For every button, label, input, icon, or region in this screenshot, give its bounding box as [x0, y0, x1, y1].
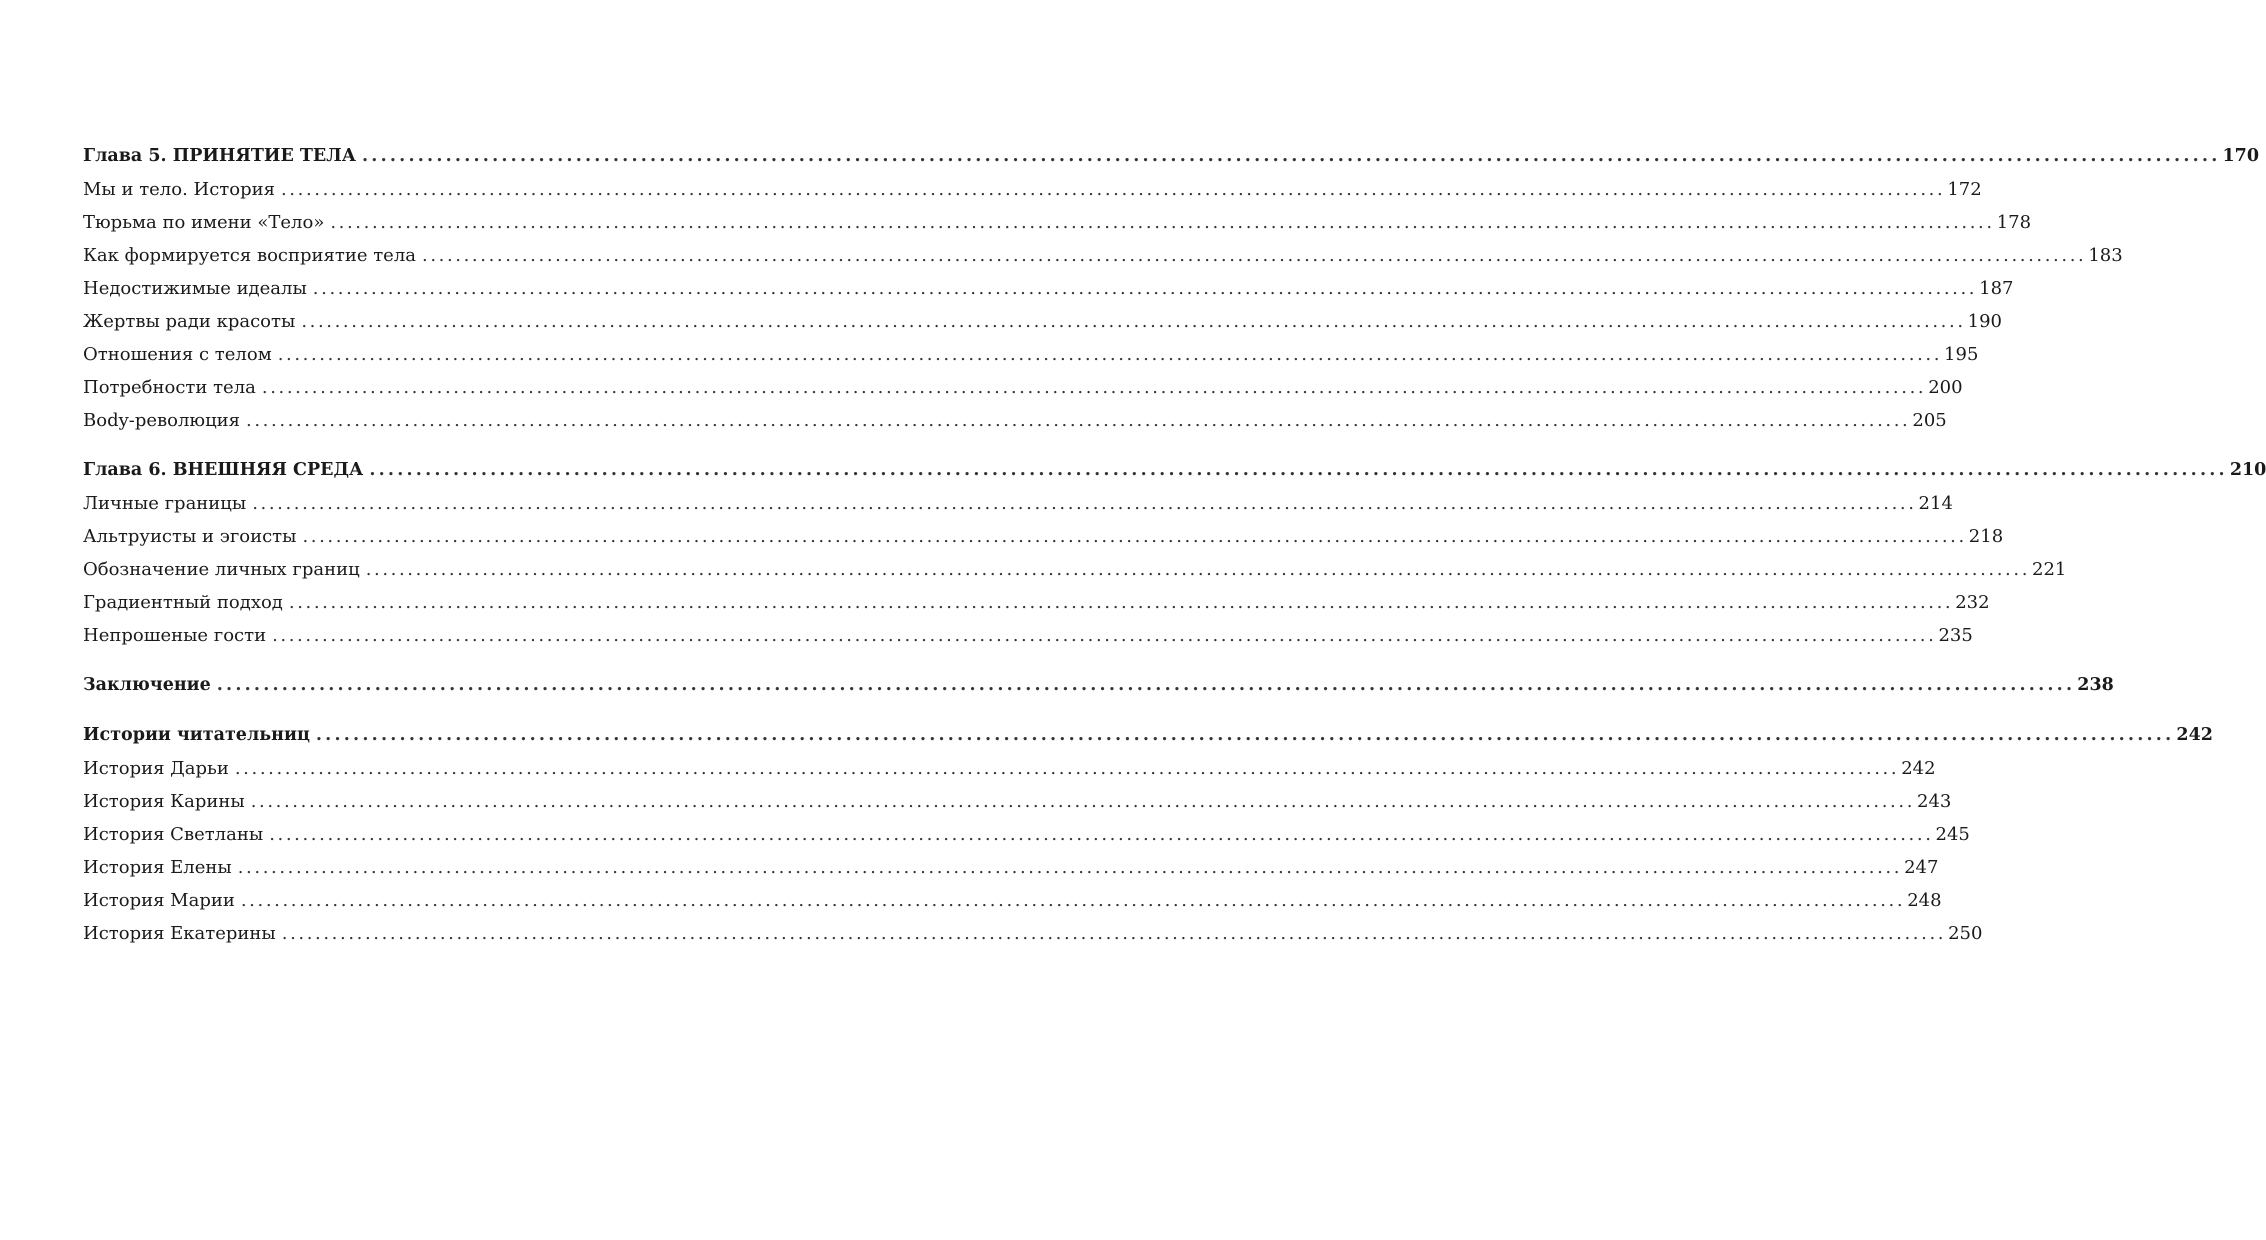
- toc-entry-title: Личные границы: [83, 493, 247, 514]
- toc-entry[interactable]: [83, 487, 1953, 520]
- toc-page-number: 250: [1948, 923, 1983, 944]
- dot-leader: ........................................................................................................................................................................................................: [250, 791, 1916, 812]
- toc-entry[interactable]: [83, 586, 1990, 619]
- toc-section-chapter-5: [83, 140, 2260, 437]
- toc-page-number: 195: [1944, 344, 1979, 365]
- toc-entry[interactable]: [83, 520, 2004, 553]
- dot-leader: ........................................................................................................................................................................................................: [315, 725, 2175, 745]
- toc-entry[interactable]: [83, 917, 1983, 950]
- dot-leader: ........................................................................................................................................................................................................: [246, 410, 1911, 431]
- toc-page-number: 200: [1928, 377, 1963, 398]
- toc-chapter-heading[interactable]: [83, 669, 2114, 702]
- toc-page-number: 187: [1979, 278, 2014, 299]
- dot-leader: ........................................................................................................................................................................................................: [269, 824, 1934, 845]
- toc-entry-title: История Екатерины: [83, 923, 276, 944]
- toc-page-number: 170: [2222, 146, 2260, 166]
- toc-page-number: 205: [1912, 410, 1947, 431]
- toc-page-number: 243: [1917, 791, 1952, 812]
- dot-leader: ........................................................................................................................................................................................................: [216, 675, 2076, 695]
- dot-leader: ........................................................................................................................................................................................................: [234, 758, 1900, 779]
- toc-entry-title: Градиентный подход: [83, 592, 283, 613]
- toc-entry-title: История Карины: [83, 791, 245, 812]
- toc-page-number: 210: [2229, 460, 2266, 480]
- toc-heading-title: Глава 6. ВНЕШНЯЯ СРЕДА: [83, 460, 364, 480]
- dot-leader: ........................................................................................................................................................................................................: [361, 146, 2221, 166]
- toc-entry-title: Альтруисты и эгоисты: [83, 526, 297, 547]
- toc-page-number: 183: [2088, 245, 2123, 266]
- toc-page-number: 245: [1935, 824, 1970, 845]
- toc-page-number: 247: [1904, 857, 1939, 878]
- toc-page-number: 221: [2032, 559, 2067, 580]
- toc-entry[interactable]: [83, 619, 1973, 652]
- toc-entry[interactable]: [83, 239, 2123, 272]
- toc-entry-title: Мы и тело. История: [83, 179, 275, 200]
- toc-chapter-heading[interactable]: [83, 719, 2213, 752]
- dot-leader: ........................................................................................................................................................................................................: [240, 890, 1906, 911]
- toc-entry[interactable]: [83, 553, 2067, 586]
- toc-page-number: 218: [1968, 526, 2004, 547]
- dot-leader: ........................................................................................................................................................................................................: [302, 526, 1967, 547]
- dot-leader: ........................................................................................................................................................................................................: [369, 460, 2228, 480]
- toc-entry-title: Жертвы ради красоты: [83, 311, 296, 332]
- toc-entry-title: История Дарьи: [83, 758, 229, 779]
- toc-entry-title: История Светланы: [83, 824, 264, 845]
- toc-entry[interactable]: [83, 272, 2014, 305]
- toc-page-number: 172: [1947, 179, 1982, 200]
- toc-section-conclusion: [83, 669, 2114, 702]
- dot-leader: ........................................................................................................................................................................................................: [272, 625, 1937, 646]
- toc-entry-title: Body-революция: [83, 410, 241, 431]
- dot-leader: ........................................................................................................................................................................................................: [252, 493, 1917, 514]
- toc-entry[interactable]: [83, 173, 1982, 206]
- toc-page-number: 214: [1918, 493, 1953, 514]
- toc-entry[interactable]: [83, 338, 1979, 371]
- toc-page-number: 235: [1938, 625, 1973, 646]
- toc-entry[interactable]: [83, 371, 1963, 404]
- toc-heading-title: Истории читательниц: [83, 725, 310, 745]
- toc-entry[interactable]: [83, 785, 1952, 818]
- toc-chapter-heading[interactable]: [83, 140, 2260, 173]
- toc-heading-title: Глава 5. ПРИНЯТИЕ ТЕЛА: [83, 146, 356, 166]
- toc-entry-title: Потребности тела: [83, 377, 256, 398]
- toc-section-chapter-6: [83, 454, 2266, 652]
- toc-chapter-heading[interactable]: [83, 454, 2266, 487]
- toc-page-number: 232: [1955, 592, 1990, 613]
- dot-leader: ........................................................................................................................................................................................................: [280, 179, 1946, 200]
- toc-heading-title: Заключение: [83, 675, 211, 695]
- toc-entry[interactable]: [83, 206, 2032, 239]
- toc-entry[interactable]: [83, 818, 1970, 851]
- toc-entry[interactable]: [83, 884, 1942, 917]
- table-of-contents: [83, 140, 2266, 950]
- dot-leader: ........................................................................................................................................................................................................: [281, 923, 1947, 944]
- toc-entry-title: История Марии: [83, 890, 235, 911]
- toc-section-reader-stories: [83, 719, 2213, 950]
- dot-leader: ........................................................................................................................................................................................................: [312, 278, 1978, 299]
- toc-entry[interactable]: [83, 851, 1939, 884]
- toc-entry-title: Непрошеные гости: [83, 625, 267, 646]
- toc-entry-title: История Елены: [83, 857, 232, 878]
- toc-entry-title: Как формируется восприятие тела: [83, 245, 416, 266]
- toc-page-number: 190: [1967, 311, 2003, 332]
- toc-entry-title: Обозначение личных границ: [83, 559, 360, 580]
- toc-entry[interactable]: [83, 404, 1947, 437]
- dot-leader: ........................................................................................................................................................................................................: [365, 559, 2031, 580]
- dot-leader: ........................................................................................................................................................................................................: [330, 212, 1995, 233]
- toc-page-number: 242: [2176, 725, 2213, 745]
- toc-page-number: 242: [1901, 758, 1936, 779]
- toc-entry-title: Отношения с телом: [83, 344, 272, 365]
- toc-entry[interactable]: [83, 305, 2003, 338]
- dot-leader: ........................................................................................................................................................................................................: [422, 245, 2087, 266]
- dot-leader: ........................................................................................................................................................................................................: [288, 592, 1954, 613]
- toc-entry[interactable]: [83, 752, 1936, 785]
- toc-entry-title: Тюрьма по имени «Тело»: [83, 212, 325, 233]
- dot-leader: ........................................................................................................................................................................................................: [261, 377, 1927, 398]
- dot-leader: ........................................................................................................................................................................................................: [237, 857, 1903, 878]
- toc-page-number: 238: [2077, 675, 2114, 695]
- toc-entry-title: Недостижимые идеалы: [83, 278, 307, 299]
- toc-page-number: 248: [1907, 890, 1942, 911]
- toc-page-number: 178: [1996, 212, 2032, 233]
- dot-leader: ........................................................................................................................................................................................................: [277, 344, 1943, 365]
- dot-leader: ........................................................................................................................................................................................................: [301, 311, 1966, 332]
